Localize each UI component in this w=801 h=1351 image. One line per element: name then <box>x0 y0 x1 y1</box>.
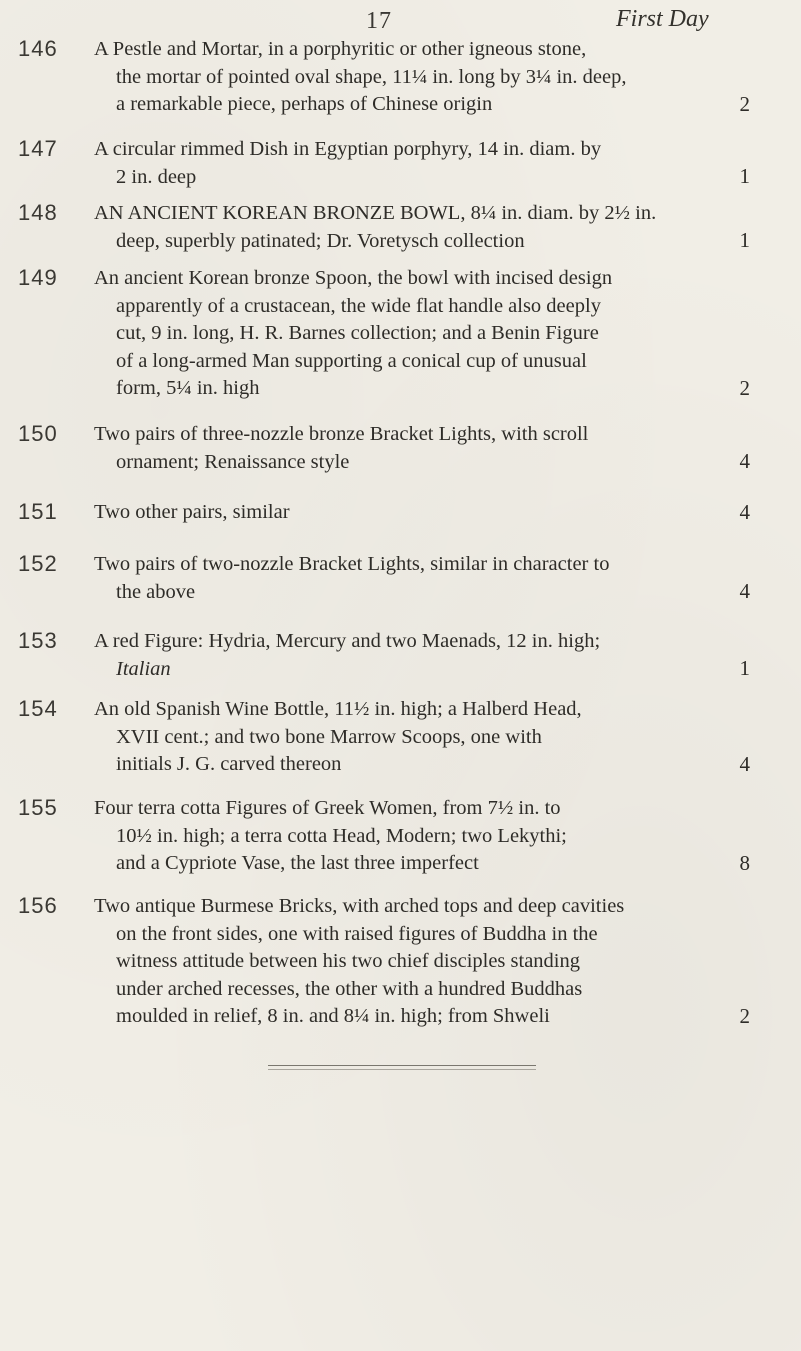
lot-line: of a long-armed Man supporting a conical cup of unusual <box>116 349 587 372</box>
lot-description <box>94 200 750 255</box>
lot-line: cut, 9 in. long, H. R. Barnes collection; and a Benin Figure <box>116 322 599 344</box>
lot-description <box>94 696 750 779</box>
lot-line: on the front sides, one with raised figures of Buddha in the <box>116 922 598 945</box>
lot-line: apparently of a crustacean, the wide flat handle also deeply <box>116 294 601 317</box>
lot-quantity: 8 <box>739 851 750 875</box>
lot-description <box>94 551 750 606</box>
lot-quantity: 4 <box>739 752 750 776</box>
lot-number: 153 <box>18 628 58 653</box>
lot-description <box>94 499 750 527</box>
lot-line: and a Cypriote Vase, the last three imperfect <box>116 852 479 874</box>
lot-line: 10½ in. high; a terra cotta Head, Modern; two Lekythi; <box>116 824 567 847</box>
lot-number: 151 <box>18 499 58 524</box>
lot-quantity: 4 <box>739 579 750 603</box>
lot-number: 150 <box>18 421 58 446</box>
section-divider <box>268 1065 536 1066</box>
lot-line: A Pestle and Mortar, in a porphyritic or other igneous stone, <box>94 38 587 60</box>
lot-line: An ancient Korean bronze Spoon, the bowl with incised design <box>94 267 613 289</box>
lot-line: moulded in relief, 8 in. and 8¼ in. high; from Shweli <box>116 1005 550 1027</box>
lot-line: Two pairs of three-nozzle bronze Bracket Lights, with scroll <box>94 423 589 445</box>
lot-line: initials J. G. carved thereon <box>116 753 342 775</box>
lot-quantity: 4 <box>739 500 750 524</box>
lot-line: form, 5¼ in. high <box>116 377 260 399</box>
lot-line: Two other pairs, similar <box>94 501 290 523</box>
lot-number: 146 <box>18 36 58 61</box>
page-header <box>0 0 801 40</box>
page-number: 17 <box>366 8 392 34</box>
section-divider <box>268 1069 536 1070</box>
lot-line: Two pairs of two-nozzle Bracket Lights, similar in character to <box>94 553 610 575</box>
running-title: First Day <box>616 6 709 32</box>
lot-line: AN ANCIENT KOREAN BRONZE BOWL, 8¼ in. diam. by 2½ in. <box>94 202 657 224</box>
lot-number: 147 <box>18 136 58 161</box>
lot-description <box>94 795 750 878</box>
lot-line: a remarkable piece, perhaps of Chinese origin <box>116 93 493 115</box>
lot-description <box>94 421 750 476</box>
lot-line: 2 in. deep <box>116 165 197 188</box>
lot-number: 155 <box>18 795 58 820</box>
lot-description <box>94 893 750 1031</box>
lot-number: 156 <box>18 893 58 918</box>
lot-line: deep, superbly patinated; Dr. Voretysch collection <box>116 229 525 252</box>
lot-line: under arched recesses, the other with a hundred Buddhas <box>116 977 583 1000</box>
lot-description <box>94 36 750 119</box>
lot-line: XVII cent.; and two bone Marrow Scoops, one with <box>116 725 542 748</box>
lot-line: ornament; Renaissance style <box>116 450 350 473</box>
lot-number: 149 <box>18 265 58 290</box>
lot-quantity: 1 <box>739 228 750 252</box>
lot-line: A circular rimmed Dish in Egyptian porphyry, 14 in. diam. by <box>94 138 602 160</box>
lot-line: witness attitude between his two chief disciples standing <box>116 950 581 972</box>
lot-line: the mortar of pointed oval shape, 11¼ in. long by 3¼ in. deep, <box>116 65 627 88</box>
lot-quantity: 2 <box>739 92 750 116</box>
lot-description <box>94 628 750 683</box>
lot-line: Italian <box>116 657 171 680</box>
lot-quantity: 1 <box>739 656 750 680</box>
lot-line: Two antique Burmese Bricks, with arched tops and deep cavities <box>94 895 625 917</box>
lot-quantity: 4 <box>739 449 750 473</box>
lot-description <box>94 265 750 403</box>
lot-line: Four terra cotta Figures of Greek Women, from 7½ in. to <box>94 797 561 819</box>
lot-description <box>94 136 750 191</box>
lot-number: 152 <box>18 551 58 576</box>
lot-line: the above <box>116 580 196 603</box>
lot-line: An old Spanish Wine Bottle, 11½ in. high; a Halberd Head, <box>94 698 582 720</box>
lot-number: 148 <box>18 200 58 225</box>
lot-quantity: 2 <box>739 1004 750 1028</box>
lot-quantity: 2 <box>739 376 750 400</box>
lot-number: 154 <box>18 696 58 721</box>
lot-quantity: 1 <box>739 164 750 188</box>
lot-line: A red Figure: Hydria, Mercury and two Maenads, 12 in. high; <box>94 630 601 652</box>
